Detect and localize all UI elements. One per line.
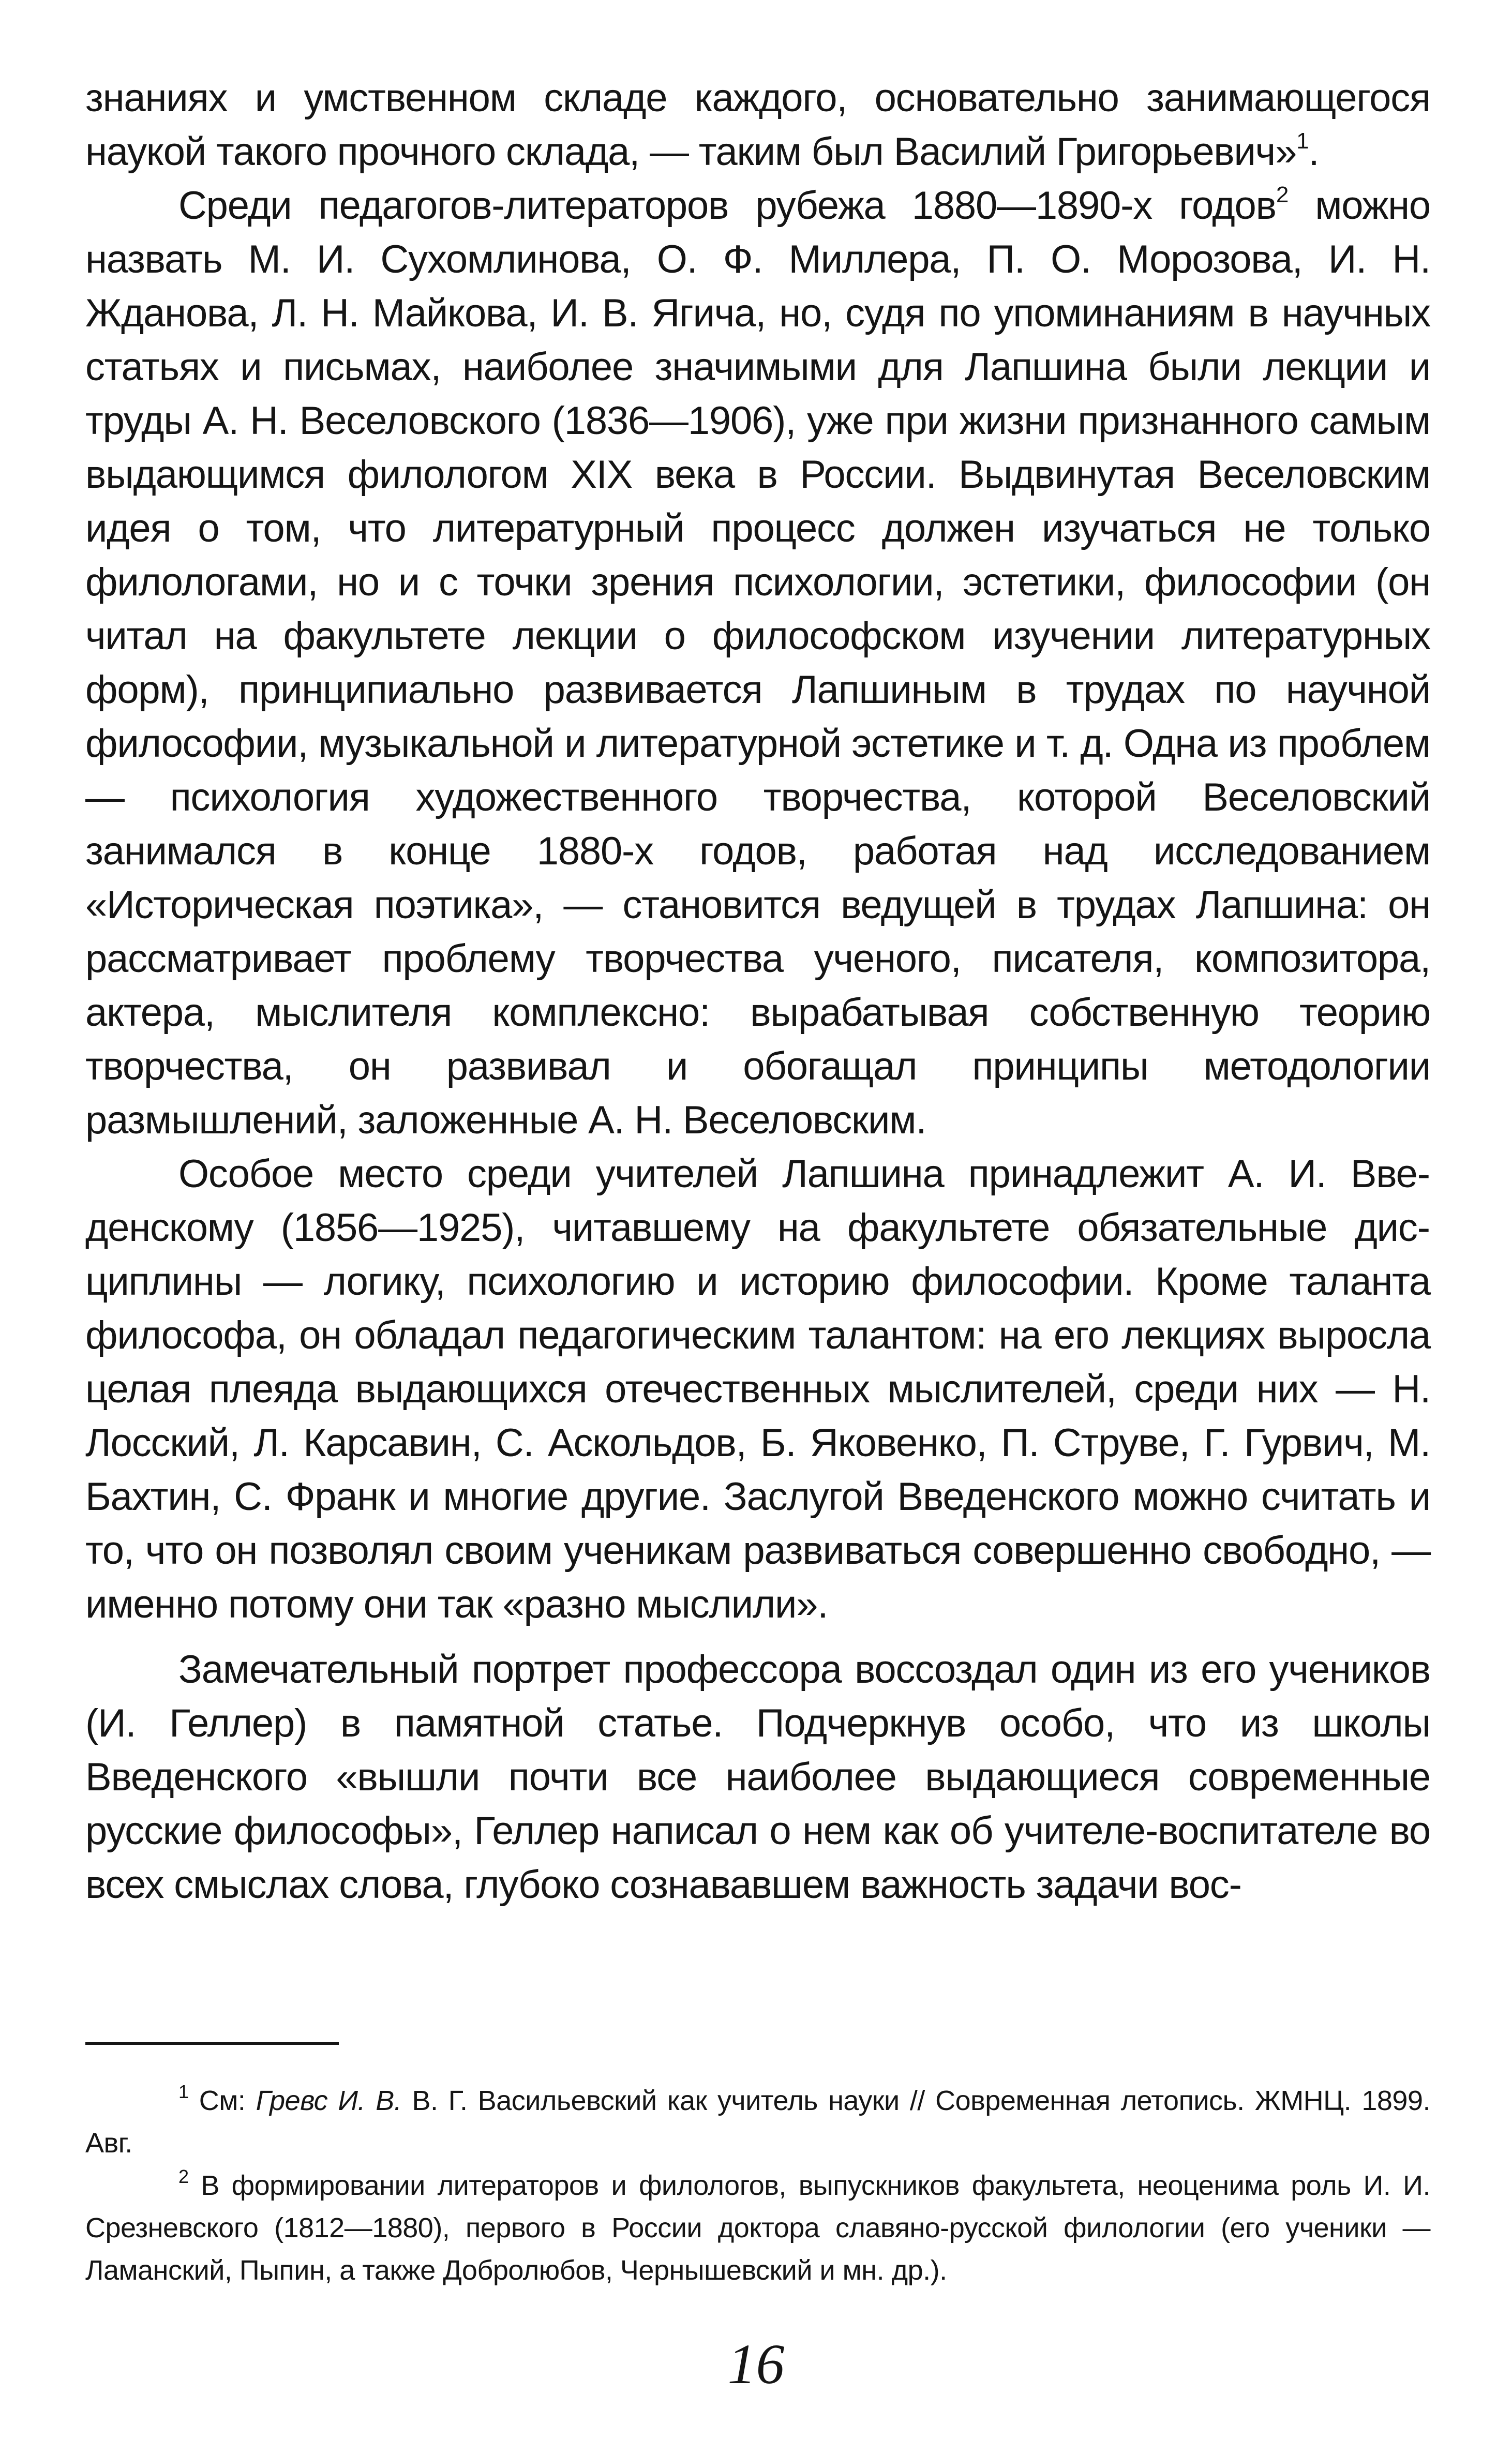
footnote-2: $^2$ В формировании литераторов и филологов, выпускников факультета, неоценима роль И. И. Срезневского (1812—1880), первого в России доктора славяно-русской филологии (его ученики — Ламанский, Пыпин, а также Добролюбов, Чернышевский и мн. др.). <box>85 2166 1430 2286</box>
footnote-1: $^1$ См: Гревс И. В. В. Г. Васильевский как учитель науки // Современная летопись. ЖМНЦ. 1899. Авг. <box>85 2081 1430 2159</box>
footnote-separator <box>85 2042 339 2045</box>
paragraph-4: Замечательный портрет профессора воссоздал один из его учеников (И. Геллер) в памятной статье. Подчеркнув особо, что из школы Введенского «вышли почти все наиболее выдающиеся современные русские философы», Геллер написал о нем как об учителе-воспитателе во всех смыслах слова, глубоко сознававшем важность задачи вос- <box>85 1648 1430 1907</box>
paragraph-2: Среди педагогов-литераторов рубежа 1880—1890-х годов$^2$ можно назвать М. И. Сухомлинова, О. Ф. Миллера, П. О. Морозова, И. Н. Жданова, Л. Н. Майкова, И. В. Ягича, но, судя по упоминаниям в научных статьях и письмах, наиболее значимыми для Лапшина были лекции и труды А. Н. Веселовского (1836—1906), уже при жизни признанного самым выдающимся филологом XIX века в России. Выдвинутая Веселовским идея о том, что литературный процесс должен изучаться не только филологами, но и с точки зрения психологии, эстетики, философии (он читал на факультете лекции о философском изучении литературных форм), принципиально развивается Лапшиным в трудах по научной философии, музыкальной и литературной эстетике и т. д. Одна из проблем — психология художественного творчества, которой Веселовский занимался в конце 1880-х годов, работая над исследованием «Историческая поэтика», — становится ведущей в трудах Лапшина: он рассматривает проблему творчества ученого, писателя, композитора, актера, мыслителя комплексно: вырабатывая собственную теорию творчества, он развивал и обогащал принципы методологии размышлений, заложенные А. Н. Веселовским. <box>85 182 1430 1142</box>
paragraph-1: знаниях и умственном складе каждого, основательно занимающегося наукой такого прочного склада, — таким был Василий Григорьевич»$^1$. <box>85 76 1430 174</box>
page-number: 16 <box>727 2332 785 2396</box>
footnote-1-author: Гревс И. В. <box>256 2085 402 2116</box>
footnote-ref-2: 2 <box>1276 182 1289 207</box>
footnote-ref-1: 1 <box>1296 128 1309 154</box>
footnotes <box>85 2079 1430 2292</box>
paragraph-3: Особое место среди учителей Лапшина принадлежит А. И. Введенскому (1856—1925), читавшему на факультете обязательные дисциплины — логику, психологию и историю философии. Кроме таланта философа, он обладал педагогическим талантом: на его лекциях выросла целая плеяда выдающихся отечественных мыслителей, среди них — Н. Лосский, Л. Карсавин, С. Аскольдов, Б. Яковенко, П. Струве, Г. Гурвич, М. Бахтин, С. Франк и многие другие. Заслугой Введенского можно считать и то, что он позволял своим ученикам развиваться совершенно свободно, — именно потому они так «разно мыслили». <box>85 1152 1430 1626</box>
main-text <box>85 71 1430 1912</box>
